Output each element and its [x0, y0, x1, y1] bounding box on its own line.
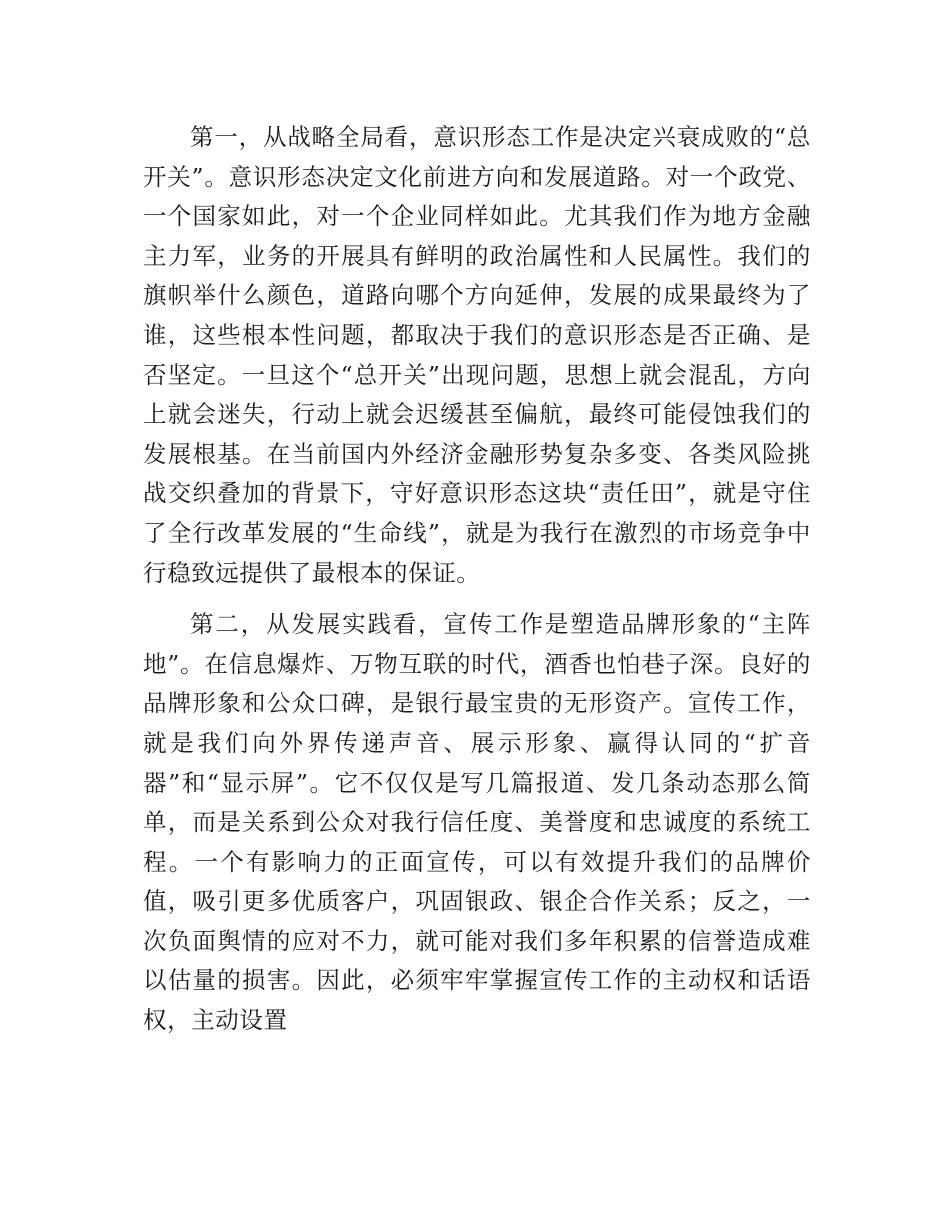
paragraph-1: 第一，从战略全局看，意识形态工作是决定兴衰成败的“总开关”。意识形态决定文化前进方向和发展道路。对一个政党、一个国家如此，对一个企业同样如此。尤其我们作为地方金融主力军，业务的开展具有鲜明的政治属性和人民属性。我们的旗帜举什么颜色，道路向哪个方向延伸，发展的成果最终为了谁，这些根本性问题，都取决于我们的意识形态是否正确、是否坚定。一旦这个“总开关”出现问题，思想上就会混乱，方向上就会迷失，行动上就会迟缓甚至偏航，最终可能侵蚀我们的发展根基。在当前国内外经济金融形势复杂多变、各类风险挑战交织叠加的背景下，守好意识形态这块“责任田”，就是守住了全行改革发展的“生命线”，就是为我行在激烈的市场竞争中行稳致远提供了最根本的保证。: [143, 123, 811, 587]
paragraph-2: 第二，从发展实践看，宣传工作是塑造品牌形象的“主阵地”。在信息爆炸、万物互联的时代，酒香也怕巷子深。良好的品牌形象和公众口碑，是银行最宝贵的无形资产。宣传工作，就是我们向外界传递声音、展示形象、赢得认同的“扩音器”和“显示屏”。它不仅仅是写几篇报道、发几条动态那么简单，而是关系到公众对我行信任度、美誉度和忠诚度的系统工程。一个有影响力的正面宣传，可以有效提升我们的品牌价值，吸引更多优质客户，巩固银政、银企合作关系；反之，一次负面舆情的应对不力，就可能对我们多年积累的信誉造成难以估量的损害。因此，必须牢牢掌握宣传工作的主动权和话语权，主动设置: [143, 610, 811, 1035]
document-body: [143, 118, 811, 1041]
